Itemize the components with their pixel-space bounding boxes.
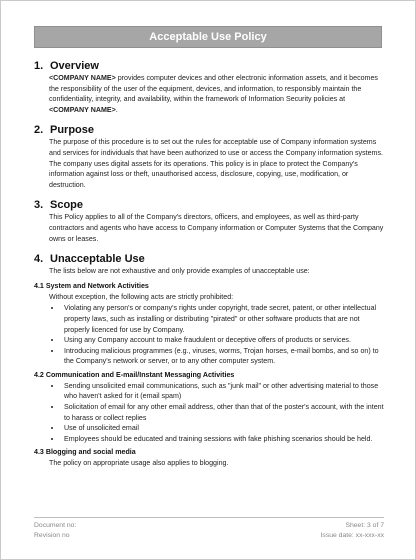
company-name-placeholder: <COMPANY NAME>	[49, 74, 116, 82]
bullet-list	[49, 381, 384, 445]
document-body	[34, 59, 384, 469]
section-title: Purpose	[50, 124, 95, 137]
subsection-heading: 4.3 Blogging and social media	[34, 448, 136, 457]
section-purpose	[34, 123, 384, 190]
overview-text: provides computer devices and other electronic information assets, and it becomes the responsibility of the user of the equipment, devices, and information, to responsibly maintain the confidentiality, integrity, and availability, within the framework of Information Security policies at	[49, 74, 378, 104]
section-overview	[34, 59, 384, 115]
list-item: • Employees should be educated and training sessions with fake phishing scenarios should be held.	[62, 434, 384, 445]
section-number: 4.	[34, 253, 44, 266]
section-title: Unacceptable Use	[50, 253, 145, 266]
section-title: Overview	[50, 60, 99, 72]
page-footer	[34, 517, 384, 541]
footer-row	[34, 531, 384, 541]
subsection-system-network	[34, 281, 384, 367]
overview-text-end: .	[115, 105, 118, 114]
section-unacceptable-use	[34, 252, 384, 277]
revision-number-label: Revision no	[34, 532, 70, 539]
subsection-intro: Without exception, the following acts are strictly prohibited:	[49, 292, 234, 301]
section-number: 1.	[34, 60, 44, 72]
list-item: • Sending unsolicited email communications, such as "junk mail" or other advertising material to those who haven't asked for it (email spam)	[62, 381, 384, 402]
sheet-number: Sheet: 3 of 7	[345, 522, 384, 529]
list-item: • Solicitation of email for any other email address, other than that of the poster's account, with the intent to harass or collect replies	[62, 402, 384, 423]
subsection-heading: 4.1 System and Network Activities	[34, 281, 149, 290]
section-text: This Policy applies to all of the Company's directors, officers, and employees, as well as third-party contractors and agents who have access to Company information or Computer Systems that the Company owns or leases.	[49, 213, 384, 243]
subsection-communication	[34, 370, 384, 445]
section-heading	[34, 252, 384, 266]
section-number: 2.	[34, 124, 44, 137]
subsection-intro: The policy on appropriate usage also applies to blogging.	[49, 459, 229, 468]
section-number: 3.	[34, 199, 44, 212]
list-item: • Use of unsolicited email	[62, 423, 384, 434]
issue-date: Issue date: xx-xxx-xx	[320, 532, 384, 539]
list-item: • Violating any person's or company's rights under copyright, trade secret, patent, or other intellectual property laws, such as installing or distributing "pirated" or other software products that are not properly licenced for use by Company.	[62, 303, 384, 335]
section-scope	[34, 198, 384, 244]
bullet-list	[49, 303, 384, 367]
list-item: • Introducing malicious programmes (e.g., viruses, worms, Trojan horses, e-mail bombs, and so on) to the Company's network or server, or to any other computer system.	[62, 346, 384, 367]
section-heading	[34, 198, 384, 212]
section-heading	[34, 59, 384, 73]
section-text	[49, 73, 384, 115]
section-text: The lists below are not exhaustive and only provide examples of unacceptable use:	[49, 267, 310, 276]
company-name-placeholder: <COMPANY NAME>	[49, 105, 116, 114]
document-title: Acceptable Use Policy	[34, 26, 382, 48]
subsection-heading: 4.2 Communication and E-mail/Instant Messaging Activities	[34, 370, 235, 379]
section-text: The purpose of this procedure is to set out the rules for acceptable use of Company information systems and services for individuals that have been authorized to use or access the Company information systems. The company uses digital assets for its operations. This policy is in place to protect the Company's information against loss or theft, unauthorised access, disclosure, copying, use, modification, or destruction.	[49, 138, 383, 189]
section-heading	[34, 123, 384, 137]
footer-row	[34, 521, 384, 531]
subsection-blogging	[34, 447, 384, 469]
document-number-label: Document no:	[34, 522, 77, 529]
list-item: • Using any Company account to make fraudulent or deceptive offers of products or services.	[62, 335, 384, 346]
section-title: Scope	[50, 199, 84, 212]
